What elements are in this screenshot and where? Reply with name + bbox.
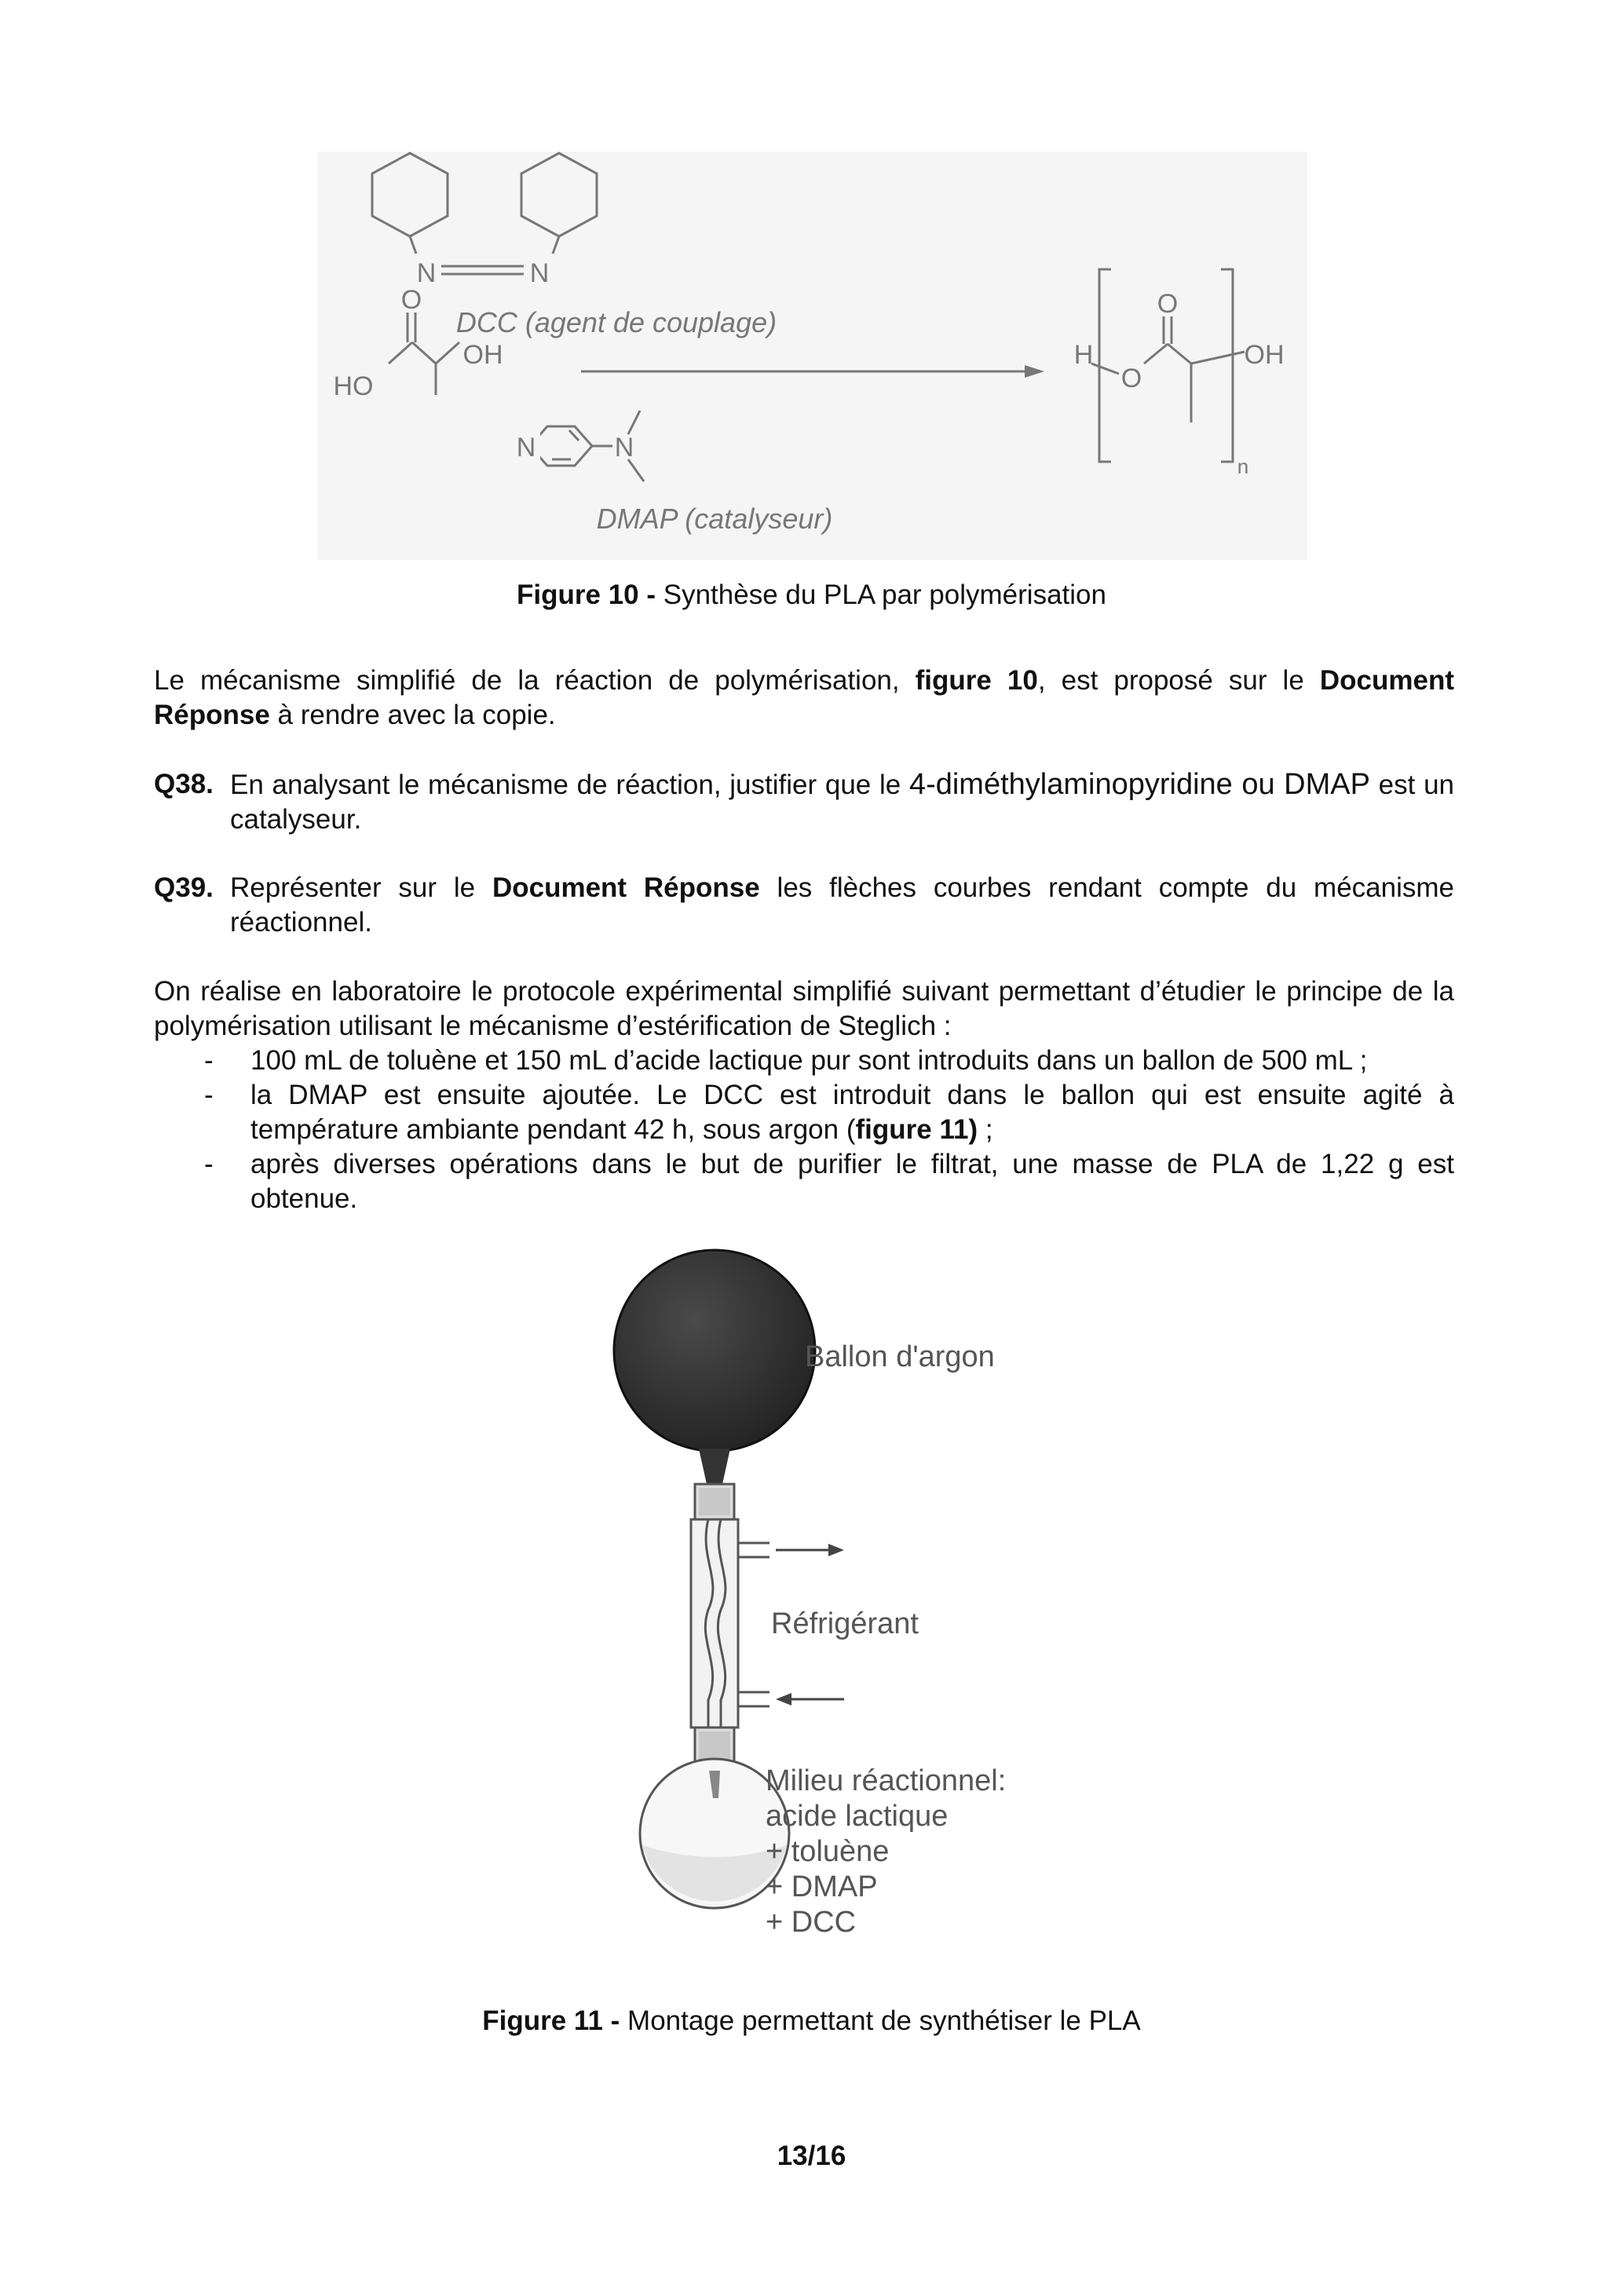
- label-balloon: Ballon d'argon: [805, 1340, 995, 1373]
- medium-line: acide lactique: [766, 1800, 949, 1833]
- medium-line: + DCC: [766, 1906, 857, 1939]
- protocol-list: [154, 1044, 1454, 1216]
- q38-dmap-name: 4-diméthylaminopyridine ou DMAP: [908, 768, 1370, 801]
- question-q38: [154, 767, 1454, 838]
- atom-oh: OH: [1244, 340, 1285, 370]
- intro-text: , est proposé sur le: [1037, 665, 1320, 696]
- subscript-n: n: [1237, 455, 1249, 478]
- water-in-arrow: [776, 1693, 844, 1706]
- q38-text: En analysant le mécanisme de réaction, justifier que le: [230, 770, 909, 800]
- figure-10-caption-label: Figure 10 -: [517, 579, 656, 610]
- atom-n: N: [614, 433, 634, 462]
- protocol-step-3: [154, 1147, 1454, 1216]
- condenser: [691, 1519, 769, 1727]
- question-number: Q38.: [154, 769, 214, 799]
- question-text: [230, 871, 1454, 940]
- figure-10-caption: [0, 578, 1623, 612]
- joint-texture: [699, 1488, 730, 1515]
- medium-line: + DMAP: [766, 1870, 878, 1903]
- protocol-step-text: ;: [978, 1114, 993, 1145]
- intro-paragraph: [154, 664, 1454, 733]
- question-text: [230, 767, 1454, 837]
- intro-text: à rendre avec la copie.: [269, 700, 556, 730]
- q39-text: Représenter sur le: [230, 872, 492, 903]
- water-out-arrow: [776, 1544, 844, 1556]
- atom-o: O: [1120, 364, 1142, 393]
- protocol-step-1: [154, 1044, 1454, 1078]
- label-condenser: Réfrigérant: [771, 1607, 919, 1640]
- medium-line: + toluène: [766, 1835, 890, 1868]
- intro-figure-ref: figure 10: [915, 665, 1038, 696]
- intro-document-ref: Document Réponse: [154, 665, 1454, 730]
- figure-10-reaction-scheme: [318, 152, 1307, 560]
- atom-o: O: [400, 285, 422, 315]
- bullet-dash: -: [204, 1080, 214, 1110]
- dcc-label: DCC (agent de couplage): [455, 306, 777, 338]
- figure-11-apparatus: [581, 1249, 1084, 1947]
- protocol-figure-ref: figure 11): [855, 1114, 978, 1145]
- atom-oh: OH: [462, 340, 503, 370]
- atom-n: N: [516, 433, 536, 462]
- protocol-step-text: après diverses opérations dans le but de purifier le filtrat, une masse de PLA de 1,22 g est obtenue.: [250, 1149, 1454, 1214]
- atom-o: O: [1157, 289, 1179, 319]
- bullet-dash: -: [204, 1045, 214, 1076]
- protocol-step-2: [154, 1078, 1454, 1147]
- medium-line: Milieu réactionnel:: [766, 1764, 1007, 1797]
- question-number: Q39.: [154, 872, 214, 903]
- argon-balloon: [614, 1250, 815, 1484]
- dmap-label: DMAP (catalyseur): [596, 503, 833, 535]
- figure-11-caption: [0, 2004, 1623, 2038]
- figure-10-caption-text: Synthèse du PLA par polymérisation: [656, 579, 1106, 610]
- figure-11-caption-label: Figure 11 -: [482, 2005, 620, 2036]
- atom-n: N: [529, 258, 550, 288]
- q39-document-ref: Document Réponse: [492, 872, 760, 903]
- figure-11-caption-text: Montage permettant de synthétiser le PLA: [620, 2005, 1141, 2036]
- atom-n: N: [416, 258, 437, 288]
- protocol-step-text: la DMAP est ensuite ajoutée. Le DCC est introduit dans le ballon qui est ensuite agité à température ambiante pendant 42 h, sous argon (: [250, 1080, 1454, 1145]
- atom-ho: HO: [333, 371, 374, 401]
- q39-text: les flèches courbes rendant compte du mécanisme réactionnel.: [230, 872, 1455, 938]
- question-q39: [154, 871, 1454, 941]
- intro-text: Le mécanisme simplifié de la réaction de polymérisation,: [154, 665, 916, 696]
- page-number: 13/16: [777, 2141, 846, 2171]
- medium-label: [766, 1764, 1006, 1939]
- q38-text: est un catalyseur.: [230, 770, 1455, 835]
- protocol-intro: On réalise en laboratoire le protocole expérimental simplifié suivant permettant d’étudier le principe de la polymérisation utilisant le mécanisme d’estérification de Steglich :: [154, 976, 1454, 1041]
- protocol-step-text: 100 mL de toluène et 150 mL d’acide lactique pur sont introduits dans un ballon de 500 mL ;: [250, 1045, 1368, 1076]
- atom-h: H: [1073, 340, 1094, 370]
- bullet-dash: -: [204, 1149, 214, 1179]
